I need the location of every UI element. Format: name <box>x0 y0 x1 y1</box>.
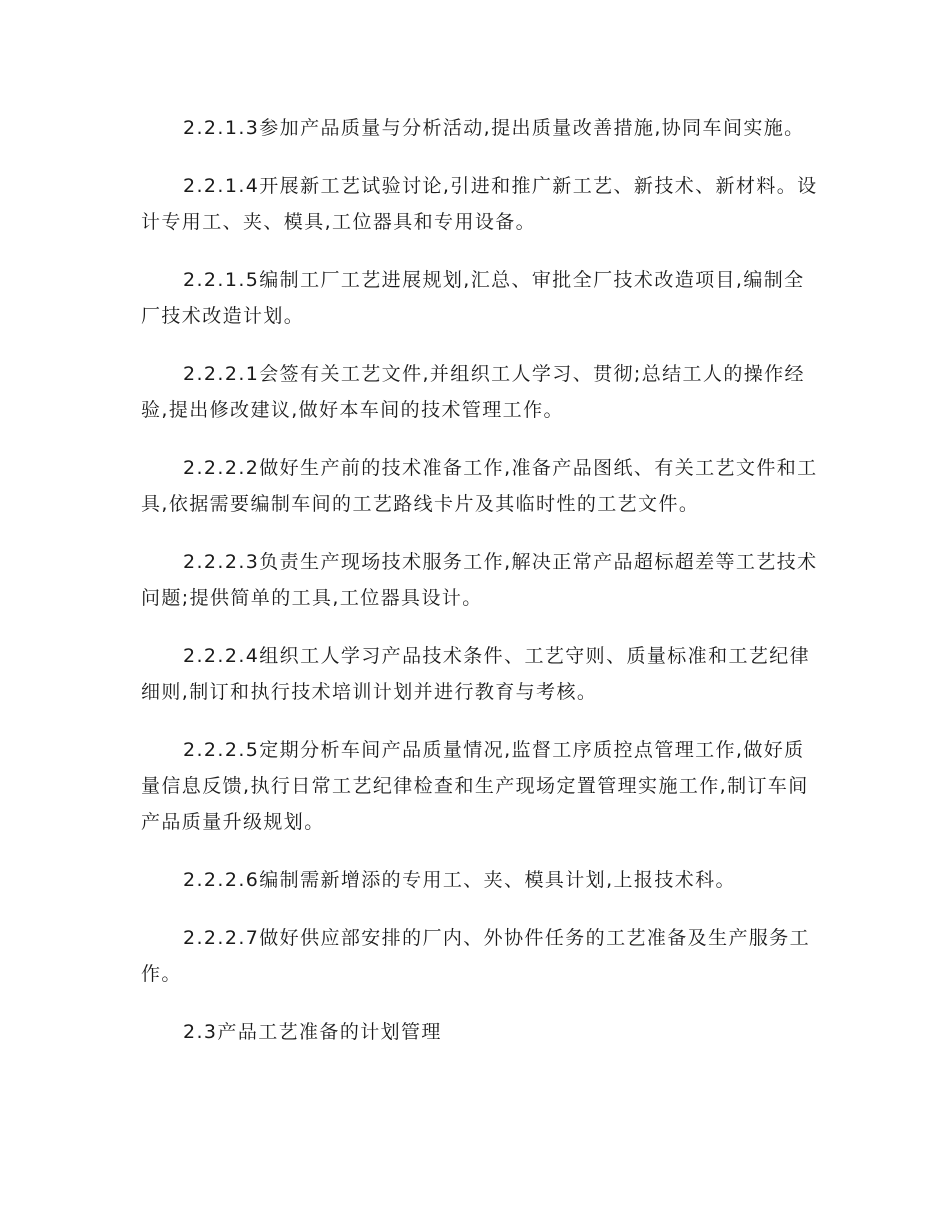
paragraph-2-2-1-3: 2.2.1.3参加产品质量与分析活动,提出质量改善措施,协同车间实施。 <box>183 117 805 139</box>
paragraph-2-2-1-4: 2.2.1.4开展新工艺试验讨论,引进和推广新工艺、新技术、新材料。设计专用工、夹、模具,工位器具和专用设备。 <box>141 175 818 233</box>
section-heading-2-3: 2.3产品工艺准备的计划管理 <box>183 1021 442 1043</box>
document-body <box>141 110 821 1072</box>
paragraph-2-2-2-1: 2.2.2.1会签有关工艺文件,并组织工人学习、贯彻;总结工人的操作经验,提出修改建议,做好本车间的技术管理工作。 <box>141 363 805 421</box>
paragraph-2-2-2-7: 2.2.2.7做好供应部安排的厂内、外协件任务的工艺准备及生产服务工作。 <box>141 927 811 985</box>
paragraph-2-2-2-2: 2.2.2.2做好生产前的技术准备工作,准备产品图纸、有关工艺文件和工具,依据需要编制车间的工艺路线卡片及其临时性的工艺文件。 <box>141 457 818 515</box>
paragraph-2-2-1-5: 2.2.1.5编制工厂工艺进展规划,汇总、审批全厂技术改造项目,编制全厂技术改造计划。 <box>141 269 805 327</box>
paragraph-2-2-2-6: 2.2.2.6编制需新增添的专用工、夹、模具计划,上报技术科。 <box>183 869 736 891</box>
paragraph-2-2-2-4: 2.2.2.4组织工人学习产品技术条件、工艺守则、质量标准和工艺纪律细则,制订和执行技术培训计划并进行教育与考核。 <box>141 645 811 703</box>
paragraph-2-2-2-5: 2.2.2.5定期分析车间产品质量情况,监督工序质控点管理工作,做好质量信息反馈,执行日常工艺纪律检查和生产现场定置管理实施工作,制订车间产品质量升级规划。 <box>141 739 809 833</box>
paragraph-2-2-2-3: 2.2.2.3负责生产现场技术服务工作,解决正常产品超标超差等工艺技术问题;提供简单的工具,工位器具设计。 <box>141 551 818 609</box>
